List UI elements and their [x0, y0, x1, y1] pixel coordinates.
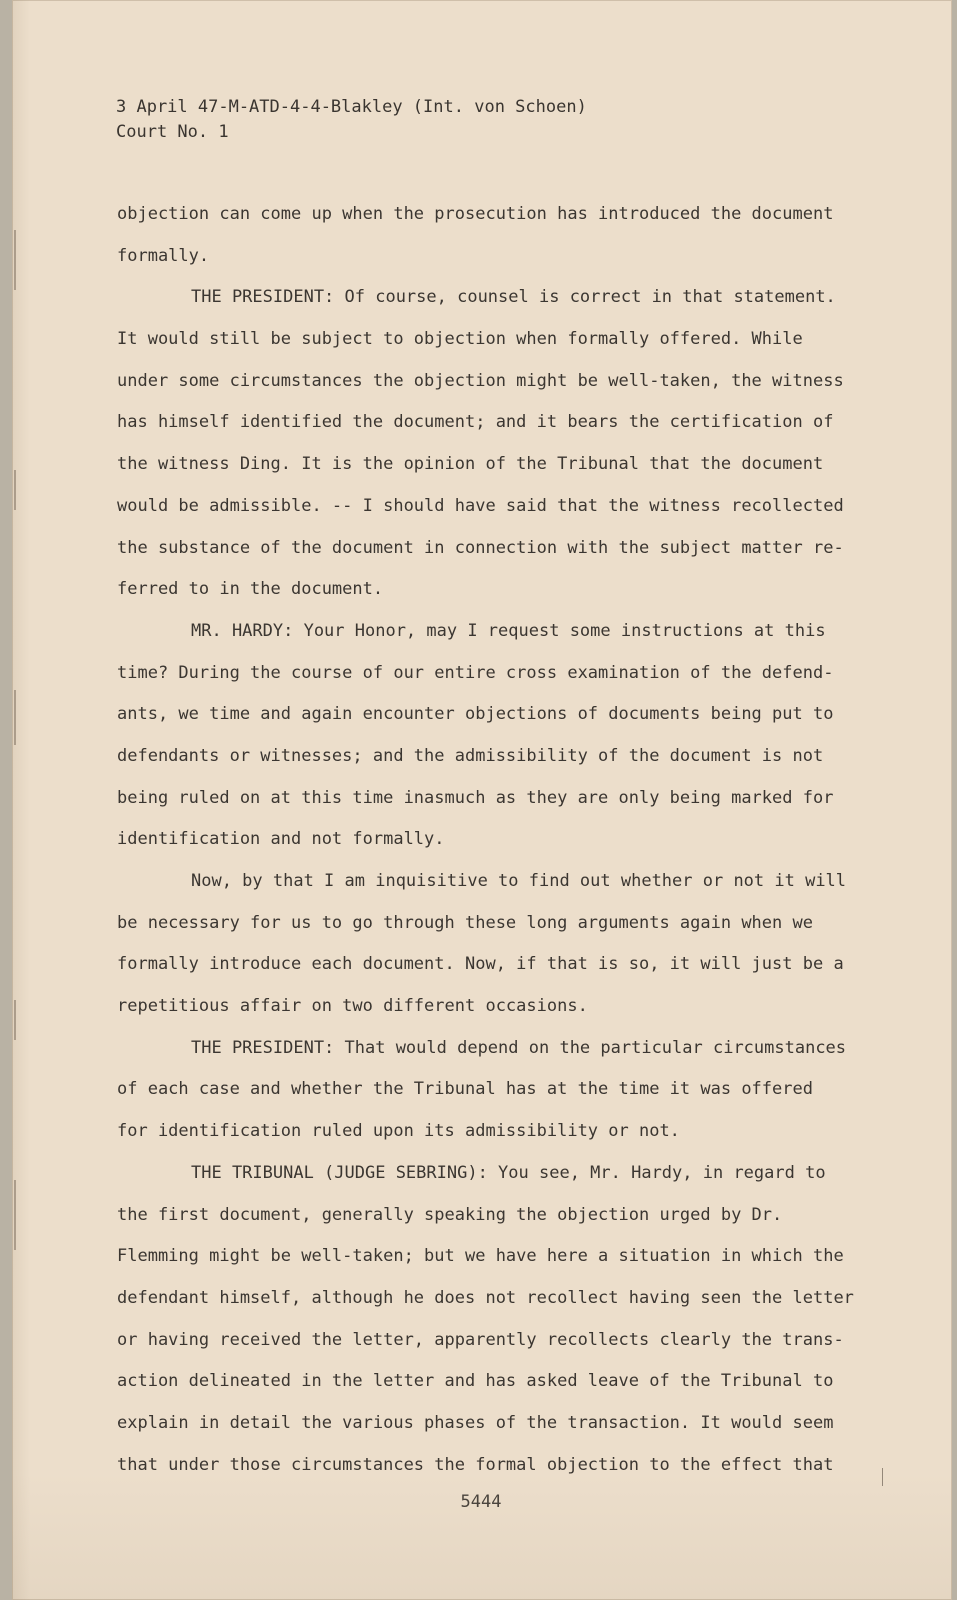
transcript-line: the substance of the document in connection with the subject matter re-	[117, 537, 844, 558]
header-line-1: 3 April 47-M-ATD-4-4-Blakley (Int. von Schoen)	[116, 97, 587, 117]
transcript-line: under some circumstances the objection might be well-taken, the witness	[117, 370, 844, 391]
transcript-line: defendant himself, although he does not recollect having seen the letter	[117, 1287, 854, 1308]
transcript-line: identification and not formally.	[117, 829, 445, 850]
paper-edge-mark	[14, 230, 16, 290]
transcript-line: Now, by that I am inquisitive to find out whether or not it will	[191, 871, 847, 891]
transcript-line: be necessary for us to go through these long arguments again when we	[117, 912, 813, 933]
document-page	[12, 0, 952, 1600]
transcript-line: being ruled on at this time inasmuch as they are only being marked for	[117, 787, 834, 808]
transcript-line: for identification ruled upon its admissibility or not.	[117, 1121, 680, 1142]
transcript-line: It would still be subject to objection when formally offered. While	[117, 329, 803, 350]
transcript-line: formally introduce each document. Now, if that is so, it will just be a	[117, 954, 844, 975]
paper-edge-mark	[14, 1180, 16, 1250]
transcript-line: objection can come up when the prosecution has introduced the document	[117, 204, 834, 224]
document-header	[116, 95, 587, 145]
transcript-line: THE PRESIDENT: That would depend on the particular circumstances	[191, 1037, 847, 1058]
transcript-line: repetitious affair on two different occasions.	[117, 996, 588, 1017]
transcript-line: would be admissible. -- I should have said that the witness recollected	[117, 495, 844, 516]
transcript-line: the witness Ding. It is the opinion of the Tribunal that the document	[117, 454, 824, 475]
transcript-body	[117, 194, 877, 1486]
transcript-line: time? During the course of our entire cross examination of the defend-	[117, 662, 834, 683]
transcript-line: THE PRESIDENT: Of course, counsel is correct in that statement.	[191, 287, 836, 308]
transcript-line: MR. HARDY: Your Honor, may I request some instructions at this	[191, 620, 826, 641]
transcript-line: formally.	[117, 245, 210, 266]
transcript-line: Flemming might be well-taken; but we have here a situation in which the	[117, 1246, 844, 1267]
margin-mark	[882, 1468, 883, 1486]
paper-edge-mark	[14, 1000, 16, 1040]
transcript-line: the first document, generally speaking the objection urged by Dr.	[117, 1204, 783, 1225]
transcript-line: action delineated in the letter and has asked leave of the Tribunal to	[117, 1371, 834, 1392]
transcript-line: defendants or witnesses; and the admissibility of the document is not	[117, 745, 824, 766]
transcript-line: explain in detail the various phases of the transaction. It would seem	[117, 1412, 834, 1433]
page-number: 5444	[460, 1492, 502, 1512]
transcript-line: ferred to in the document.	[117, 579, 384, 600]
paper-edge-mark	[14, 690, 16, 745]
transcript-line: THE TRIBUNAL (JUDGE SEBRING): You see, Mr. Hardy, in regard to	[191, 1162, 826, 1183]
header-line-2: Court No. 1	[116, 122, 229, 142]
transcript-line: ants, we time and again encounter objections of documents being put to	[117, 704, 834, 725]
transcript-line: has himself identified the document; and it bears the certification of	[117, 412, 834, 433]
transcript-line: of each case and whether the Tribunal has at the time it was offered	[117, 1079, 813, 1100]
transcript-line: that under those circumstances the formal objection to the effect that	[117, 1454, 834, 1475]
transcript-line: or having received the letter, apparently recollects clearly the trans-	[117, 1329, 844, 1350]
paper-edge-mark	[14, 470, 16, 510]
